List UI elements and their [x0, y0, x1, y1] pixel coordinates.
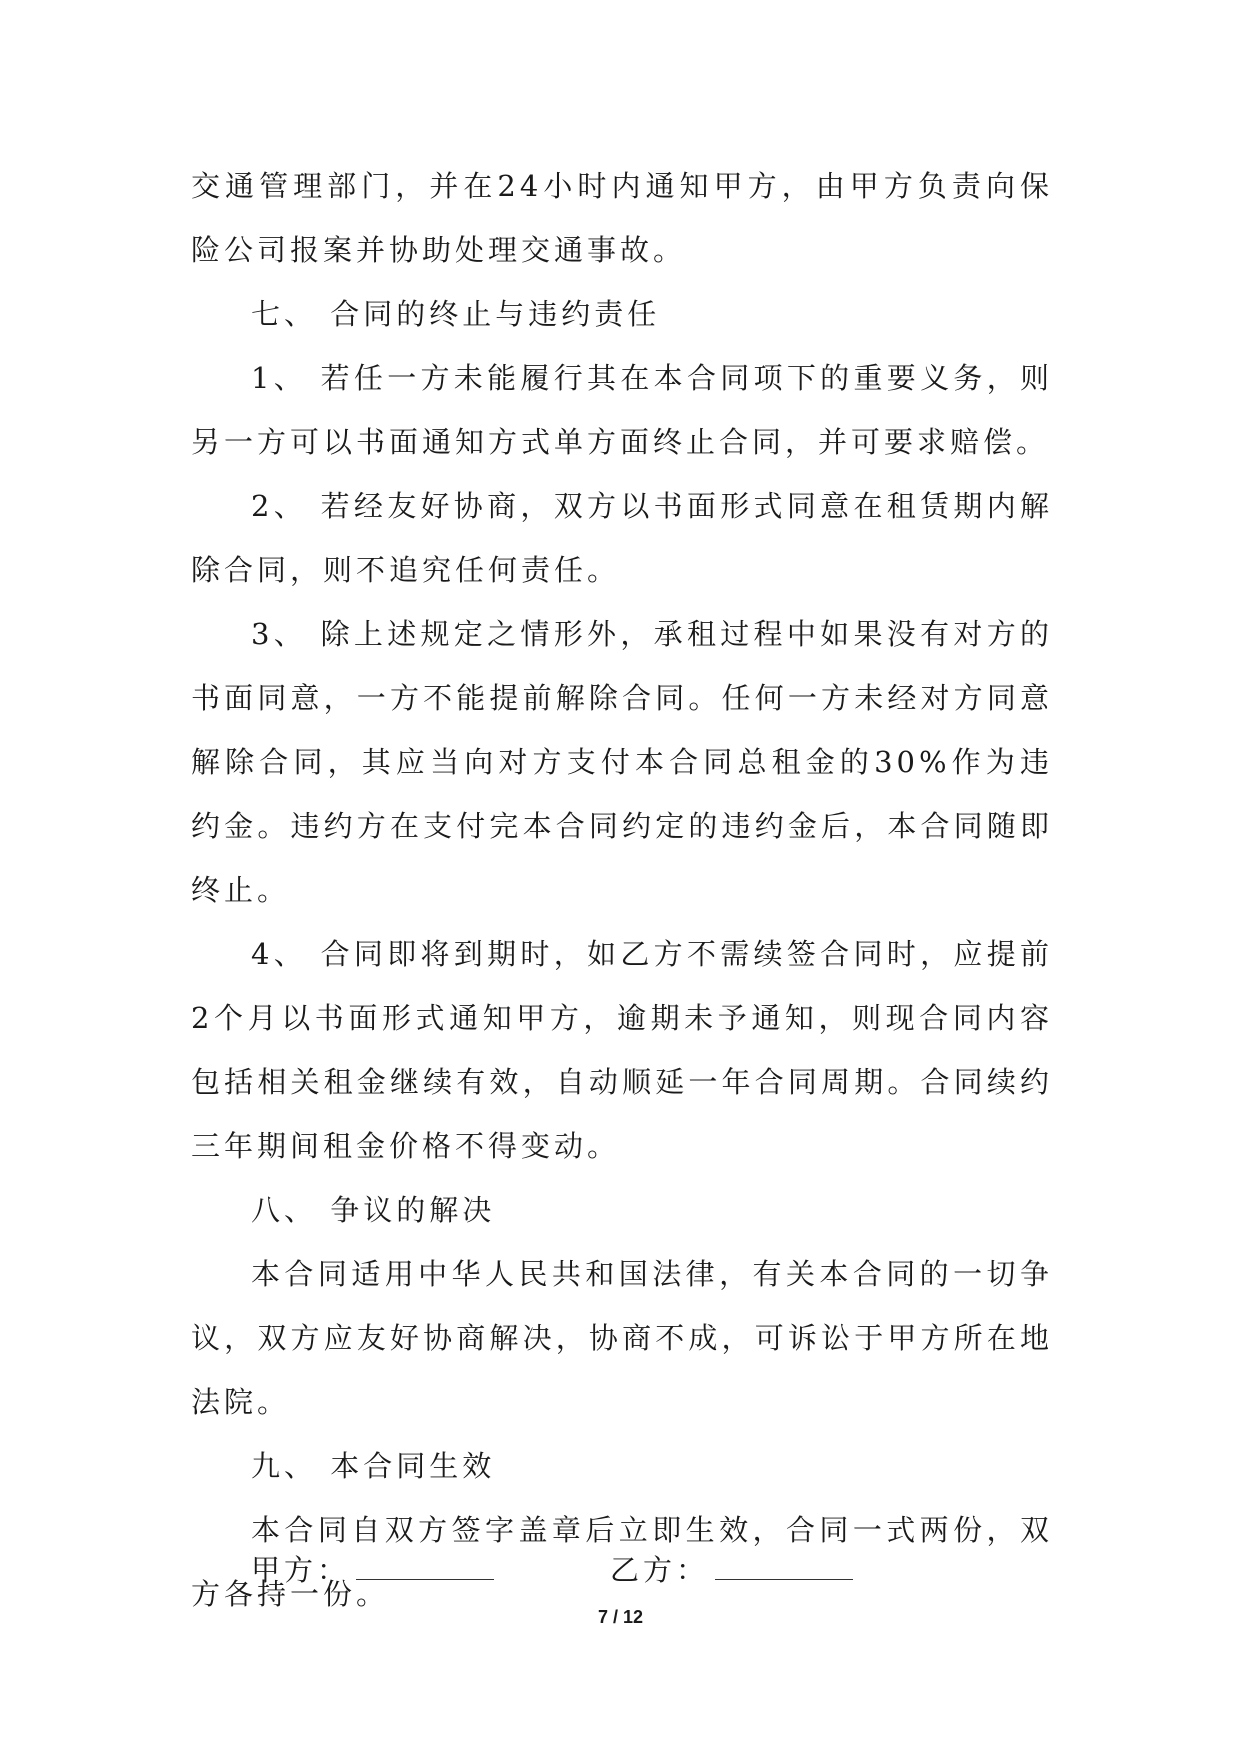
section-heading-9: 九、 本合同生效 — [251, 1449, 496, 1483]
clause-7-3: 3、 除上述规定之情形外，承租过程中如果没有对方的书面同意，一方不能提前解除合同。任何一方未经对方同意解除合同，其应当向对方支付本合同总租金的30%作为违约金。违约方在支付完本合同约定的违约金后，本合同随即终止。 — [191, 617, 1053, 907]
paragraph-dispute-resolution: 本合同适用中华人民共和国法律，有关本合同的一切争议，双方应友好协商解决，协商不成，可诉讼于甲方所在地法院。 — [191, 1257, 1053, 1419]
page-number: 7 / 12 — [597, 1607, 644, 1627]
paragraph-effectiveness: 本合同自双方签字盖章后立即生效，合同一式两份，双方各持一份。 — [191, 1513, 1053, 1611]
section-heading-8: 八、 争议的解决 — [251, 1193, 496, 1227]
section-heading-7: 七、 合同的终止与违约责任 — [251, 297, 661, 331]
paragraph-traffic-accident: 交通管理部门，并在24小时内通知甲方，由甲方负责向保险公司报案并协助处理交通事故。 — [191, 169, 1053, 267]
document-body — [191, 154, 1053, 1626]
party-b-signature — [610, 1538, 853, 1602]
clause-7-1: 1、 若任一方未能履行其在本合同项下的重要义务，则另一方可以书面通知方式单方面终止合同，并可要求赔偿。 — [191, 361, 1053, 459]
party-a-signature-line — [356, 1551, 494, 1580]
party-a-signature — [251, 1538, 494, 1602]
clause-7-4: 4、 合同即将到期时，如乙方不需续签合同时，应提前2个月以书面形式通知甲方，逾期未予通知，则现合同内容包括相关租金继续有效，自动顺延一年合同周期。合同续约三年期间租金价格不得变动。 — [191, 937, 1053, 1163]
clause-7-2: 2、 若经友好协商，双方以书面形式同意在租赁期内解除合同，则不追究任何责任。 — [191, 489, 1053, 587]
party-b-label: 乙方： — [610, 1553, 710, 1587]
signature-block — [251, 1538, 1051, 1602]
party-a-label: 甲方： — [251, 1553, 351, 1587]
party-b-signature-line — [715, 1551, 853, 1580]
